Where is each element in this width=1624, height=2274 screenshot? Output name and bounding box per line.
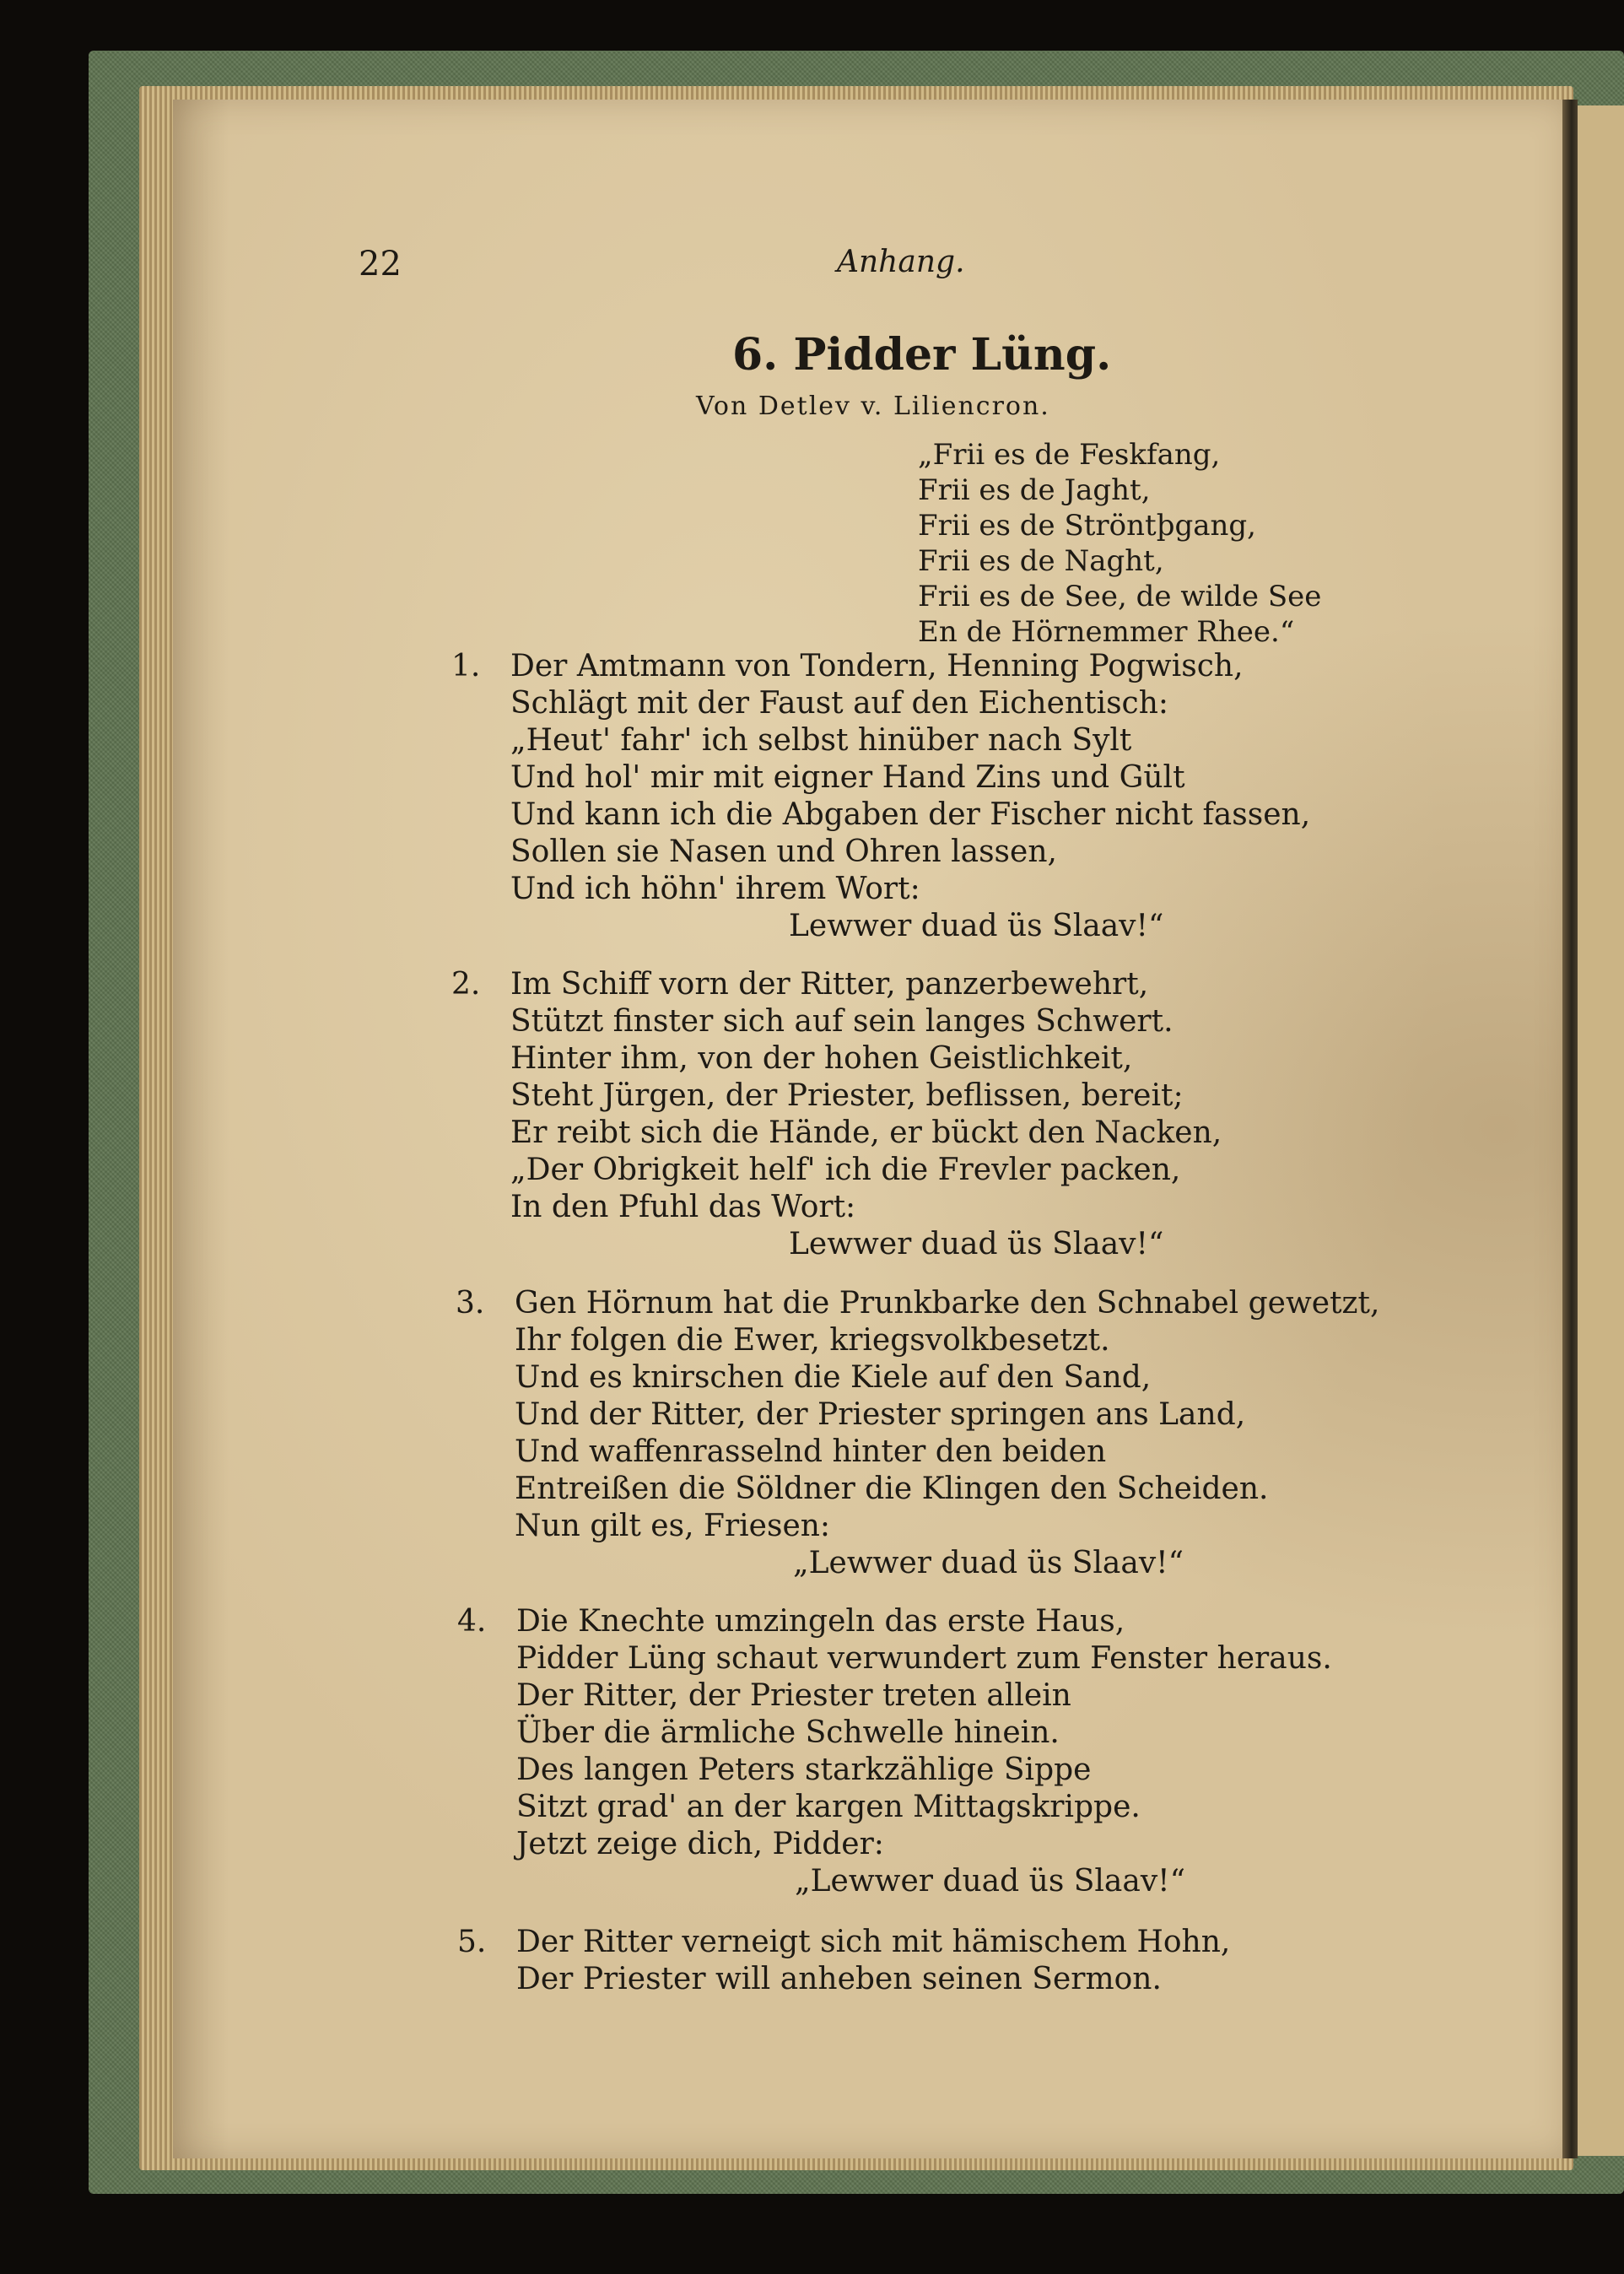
refrain-line: Lewwer duad üs Slaav!“ [789, 909, 1164, 943]
stanza-5 [457, 1924, 1231, 1998]
verse-line: Der Ritter verneigt sich mit hämischem Hohn, [516, 1925, 1231, 1959]
epigraph-line: En de Hörnemmer Rhee.“ [918, 615, 1295, 649]
verse-line: Sitzt grad' an der kargen Mittagskrippe. [516, 1790, 1141, 1824]
verse-line: Der Ritter, der Priester treten allein [516, 1678, 1071, 1713]
running-head: Anhang. [837, 245, 965, 279]
verse-line: Er reibt sich die Hände, er bückt den Nacken, [510, 1115, 1222, 1150]
book-gutter [1562, 100, 1578, 2158]
verse-line: Pidder Lüng schaut verwundert zum Fenster heraus. [516, 1641, 1332, 1676]
verse-line: Entreißen die Söldner die Klingen den Scheiden. [515, 1472, 1269, 1506]
epigraph-line: Frii es de Ströntþgang, [918, 509, 1256, 543]
verse-line: Ihr folgen die Ewer, kriegsvolkbesetzt. [515, 1323, 1110, 1358]
poem-byline: Von Detlev v. Liliencron. [696, 392, 1050, 421]
verse-line: Stützt finster sich auf sein langes Schwert. [510, 1004, 1173, 1039]
verse-line: Steht Jürgen, der Priester, beflissen, bereit; [510, 1078, 1184, 1113]
verse-line: Hinter ihm, von der hohen Geistlichkeit, [510, 1041, 1133, 1076]
verse-line: Und waffenrasselnd hinter den beiden [515, 1434, 1107, 1469]
verse-line: Sollen sie Nasen und Ohren lassen, [510, 835, 1057, 869]
epigraph-line: Frii es de Naght, [918, 544, 1164, 578]
epigraph-line: „Frii es de Feskfang, [918, 438, 1221, 472]
refrain-line: „Lewwer duad üs Slaav!“ [795, 1864, 1186, 1899]
stanza-3 [456, 1285, 1380, 1582]
stanza-number: 1. [451, 649, 481, 683]
verse-line: Der Amtmann von Tondern, Henning Pogwisch, [510, 649, 1244, 683]
verse-line: Im Schiff vorn der Ritter, panzerbewehrt, [510, 967, 1149, 1002]
verse-line: Über die ärmliche Schwelle hinein. [516, 1715, 1060, 1750]
verse-line: „Der Obrigkeit helf' ich die Frevler packen, [510, 1153, 1181, 1187]
stanza-number: 3. [456, 1286, 485, 1321]
verse-line: Der Priester will anheben seinen Sermon. [516, 1962, 1162, 1996]
verse-line: Jetzt zeige dich, Pidder: [516, 1827, 884, 1861]
facing-page-edge [1578, 105, 1624, 2156]
stanza-1 [451, 648, 1311, 945]
refrain-line: Lewwer duad üs Slaav!“ [789, 1227, 1164, 1261]
refrain-line: „Lewwer duad üs Slaav!“ [793, 1546, 1184, 1580]
stanza-2 [451, 966, 1222, 1263]
verse-line: Und hol' mir mit eigner Hand Zins und Gült [510, 760, 1185, 795]
verse-line: Und kann ich die Abgaben der Fischer nicht fassen, [510, 797, 1311, 832]
epigraph [918, 437, 1321, 650]
verse-line: Die Knechte umzingeln das erste Haus, [516, 1604, 1125, 1639]
stanza-number: 5. [457, 1925, 487, 1959]
verse-line: Des langen Peters starkzählige Sippe [516, 1753, 1092, 1787]
verse-line: In den Pfuhl das Wort: [510, 1190, 856, 1224]
verse-line: Schlägt mit der Faust auf den Eichentisch: [510, 686, 1169, 721]
epigraph-line: Frii es de Jaght, [918, 473, 1151, 507]
page-number: 22 [359, 245, 402, 284]
verse-line: „Heut' fahr' ich selbst hinüber nach Sylt [510, 723, 1132, 758]
verse-line: Und es knirschen die Kiele auf den Sand, [515, 1360, 1152, 1395]
stanza-4 [457, 1603, 1332, 1900]
verse-line: Nun gilt es, Friesen: [515, 1509, 831, 1543]
stanza-number: 2. [451, 967, 481, 1002]
verse-line: Und ich höhn' ihrem Wort: [510, 872, 920, 906]
stanza-number: 4. [457, 1604, 487, 1639]
poem-title: 6. Pidder Lüng. [732, 329, 1112, 381]
verse-line: Und der Ritter, der Priester springen ans Land, [515, 1397, 1246, 1432]
verse-line: Gen Hörnum hat die Prunkbarke den Schnabel gewetzt, [515, 1286, 1380, 1321]
epigraph-line: Frii es de See, de wilde See [918, 580, 1322, 613]
